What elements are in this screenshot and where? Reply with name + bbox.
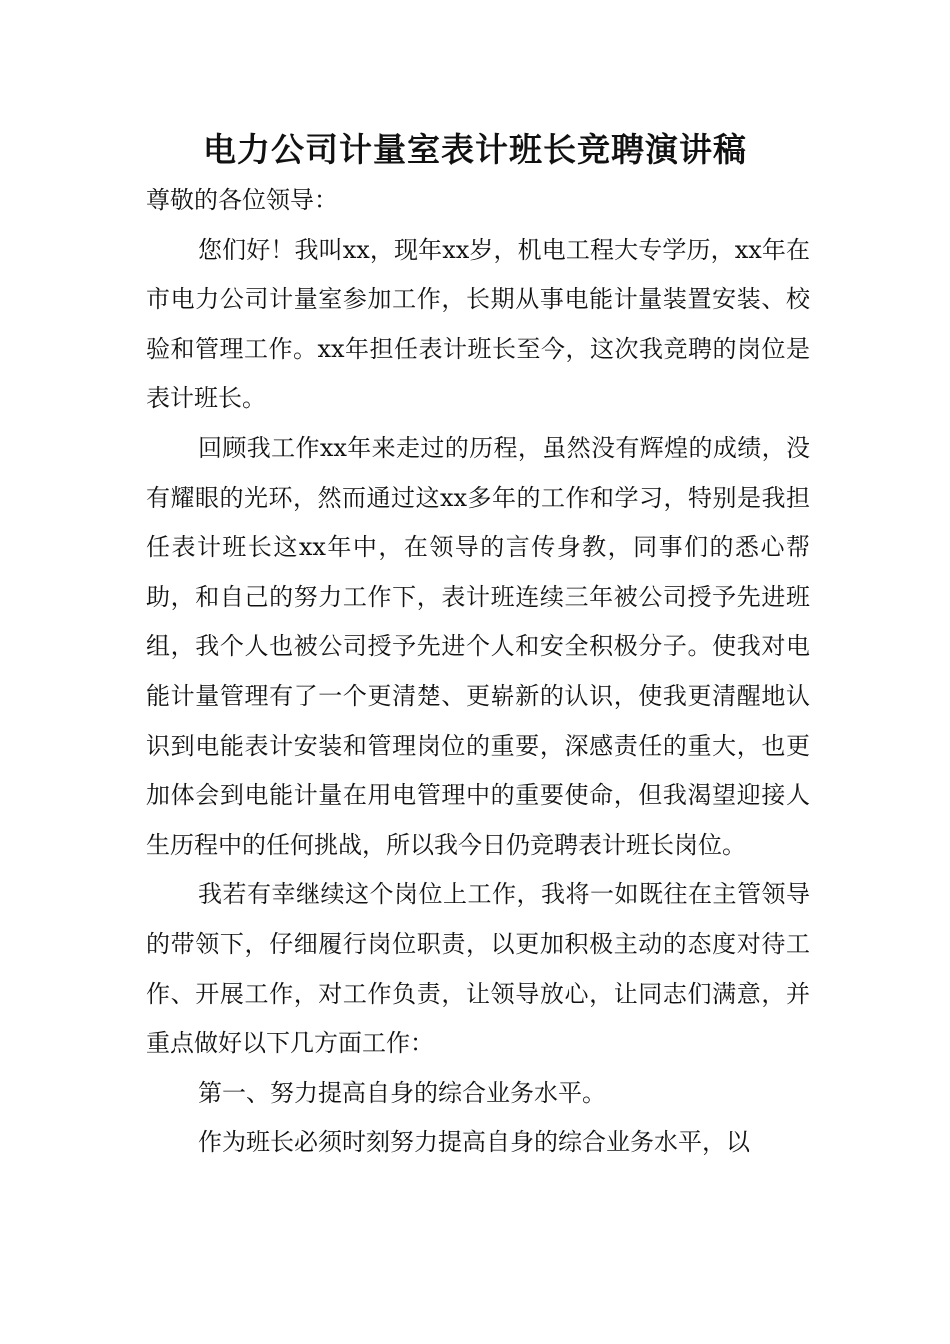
paragraph-point-one-heading: 第一、努力提高自身的综合业务水平。 bbox=[198, 1078, 606, 1107]
paragraph-commitment: 我若有幸继续这个岗位上工作，我将一如既往在主管领导的带领下，仔细履行岗位职责，以更加积极主动的态度对待工作、开展工作，对工作负责，让领导放心，让同志们满意，并重点做好以下几方面工作： bbox=[146, 880, 810, 1058]
document-title: 电力公司计量室表计班长竞聘演讲稿 bbox=[203, 130, 747, 169]
document-body bbox=[146, 176, 810, 1168]
paragraph-greeting: 您们好！我叫xx，现年xx岁，机电工程大专学历，xx年在市电力公司计量室参加工作，长期从事电能计量装置安装、校验和管理工作。xx年担任表计班长至今，这次我竞聘的岗位是表计班长。 bbox=[146, 235, 810, 413]
paragraph-point-one-body: 作为班长必须时刻努力提高自身的综合业务水平，以 bbox=[198, 1128, 750, 1157]
salutation: 尊敬的各位领导： bbox=[146, 186, 338, 214]
paragraph-review: 回顾我工作xx年来走过的历程，虽然没有辉煌的成绩，没有耀眼的光环，然而通过这xx多年的工作和学习，特别是我担任表计班长这xx年中，在领导的言传身教，同事们的悉心帮助，和自己的努力工作下，表计班连续三年被公司授予先进班组，我个人也被公司授予先进个人和安全积极分子。使我对电能计量管理有了一个更清楚、更崭新的认识，使我更清醒地认识到电能表计安装和管理岗位的重要，深感责任的重大，也更加体会到电能计量在用电管理中的重要使命，但我渴望迎接人生历程中的任何挑战，所以我今日仍竞聘表计班长岗位。 bbox=[146, 433, 810, 859]
